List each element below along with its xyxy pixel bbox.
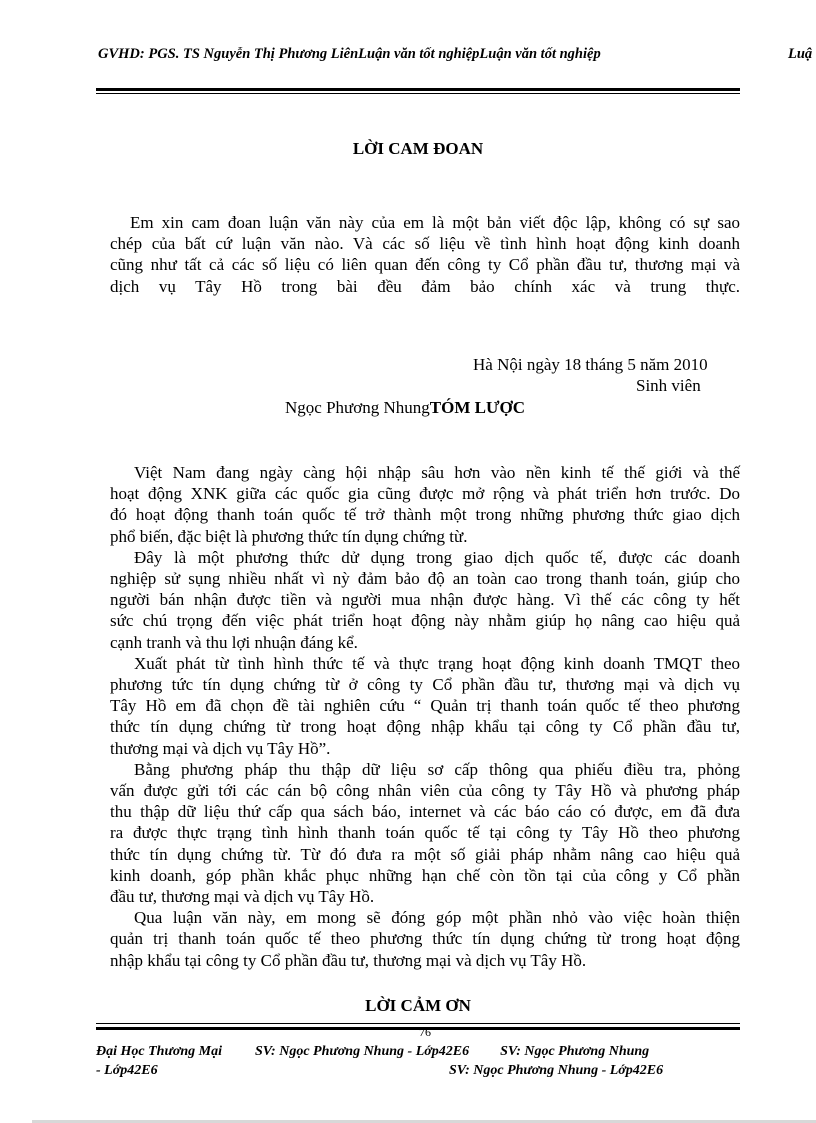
text-line: đầu tư, thương mại và dịch vụ Tây Hồ.	[110, 887, 375, 907]
footer-student-3: SV: Ngọc Phương Nhung - Lớp42E6	[449, 1063, 664, 1078]
thanks-title: LỜI CẢM ƠN	[365, 996, 471, 1015]
text-line: Xuất phát từ tình hình thức tế và thực trạng hoạt động kinh doanh TMQT theo	[134, 653, 740, 673]
text-line: người bán nhận được tiền và người mua nhận được hàng. Vì thế các công ty hết	[110, 590, 740, 610]
text-line: nhập khẩu tại công ty Cổ phần đầu tư, thương mại và dịch vụ Tây Hồ.	[110, 950, 587, 970]
footer-rule-thick	[96, 1027, 740, 1030]
text-line: Đây là một phương thức dử dụng trong giao dịch quốc tế, được các doanh	[134, 547, 740, 567]
text-line: Bằng phương pháp thu thập dữ liệu sơ cấp thông qua phiếu điều tra, phỏng	[134, 759, 740, 779]
header-rule-thick	[96, 88, 740, 91]
header-right-text: Luậ	[788, 46, 813, 62]
text-line: thu thập dữ liệu thứ cấp qua sách báo, internet và các báo cáo có được, em đã đưa	[110, 802, 740, 822]
commitment-paragraph	[110, 212, 740, 297]
text-line: thức tín dụng chứng từ trong hoạt động nhập khẩu tại công ty Cổ phần đầu tư,	[110, 717, 740, 737]
text-line: thương mại và dịch vụ Tây Hồ”.	[110, 738, 331, 758]
summary-body	[110, 462, 740, 971]
footer-student-2-cont: - Lớp42E6	[96, 1063, 158, 1078]
text-line: phổ biến, đặc biệt là phương thức tín dụng chứng từ.	[110, 526, 468, 546]
summary-title: TÓM LƯỢC	[429, 398, 525, 417]
text-line: Tây Hồ em đã chọn đề tài nghiên cứu “ Quản trị thanh toán quốc tế theo phương	[110, 696, 740, 716]
text-line: ra được thực trạng tình hình thanh toán quốc tế tại công ty Tây Hồ theo phương	[110, 823, 740, 843]
signature-place-date: Hà Nội ngày 18 tháng 5 năm 2010	[473, 355, 708, 374]
text-line: thức tín dụng chứng từ. Từ đó đưa ra một số giải pháp nhằm nâng cao hiệu quả	[110, 844, 740, 864]
text-line: cũng như tất cả các số liệu có liên quan đến công ty Cổ phần đầu tư, thương mại và	[110, 255, 740, 275]
page-number: 76	[419, 1025, 431, 1039]
header-left-text: GVHD: PGS. TS Nguyễn Thị Phương LiênLuận văn tốt nghiệpLuận văn tốt nghiệp	[98, 46, 601, 62]
signature-line	[285, 398, 525, 418]
footer-student-2: SV: Ngọc Phương Nhung	[500, 1044, 650, 1059]
text-line: kinh doanh, góp phần khắc phục những hạn chế còn tồn tại của công y Cổ phần	[110, 865, 740, 885]
text-line: dịch vụ Tây Hồ trong bài đều đảm bảo chính xác và trung thực.	[110, 276, 740, 296]
footer-student-1: SV: Ngọc Phương Nhung - Lớp42E6	[254, 1044, 470, 1059]
signature-role: Sinh viên	[636, 376, 701, 395]
text-line: nghiệp sử sụng nhiều nhất vì nỳ đảm bảo độ an toàn cao trong thanh toán, giúp cho	[110, 569, 740, 589]
signature-name: Ngọc Phương Nhung	[285, 398, 430, 417]
text-line: Qua luận văn này, em mong sẽ đóng góp một phần nhỏ vào việc hoàn thiện	[134, 908, 740, 928]
text-line: hoạt động XNK giữa các quốc gia cũng được mở rộng và phát triển hơn trước. Do	[110, 484, 740, 504]
footer-rule-thin	[96, 1023, 740, 1024]
running-footer	[96, 1042, 756, 1080]
text-line: chép của bất cứ luận văn nào. Và các số liệu về tình hình hoạt động kinh doanh	[110, 234, 740, 254]
text-line: Việt Nam đang ngày càng hội nhập sâu hơn vào nền kinh tế thế giới và thế	[134, 463, 740, 482]
text-line: sức chú trọng đến việc phát triển hoạt động này nhằm giúp họ nâng cao hiệu quả	[110, 611, 740, 631]
text-line: đó hoạt động thanh toán quốc tế trở thành một trong những phương thức giao dịch	[110, 505, 740, 525]
running-header	[98, 46, 816, 70]
header-rule-thin	[96, 93, 740, 94]
commitment-title: LỜI CAM ĐOAN	[352, 139, 484, 158]
text-line: Em xin cam đoan luận văn này của em là một bản viết độc lập, không có sự sao	[130, 213, 740, 232]
text-line: vấn được gửi tới các cán bộ công nhân viên của công ty Tây Hồ và phương pháp	[110, 781, 740, 801]
text-line: cạnh tranh và thu lợi nhuận đáng kể.	[110, 632, 358, 652]
text-line: phương tức tín dụng chứng từ ở công ty Cổ phần đầu tư, thương mại và dịch vụ	[110, 675, 740, 695]
footer-school: Đại Học Thương Mại	[96, 1044, 222, 1059]
text-line: quản trị thanh toán quốc tế theo phương thức tín dụng chứng từ trong hoạt động	[110, 929, 740, 949]
